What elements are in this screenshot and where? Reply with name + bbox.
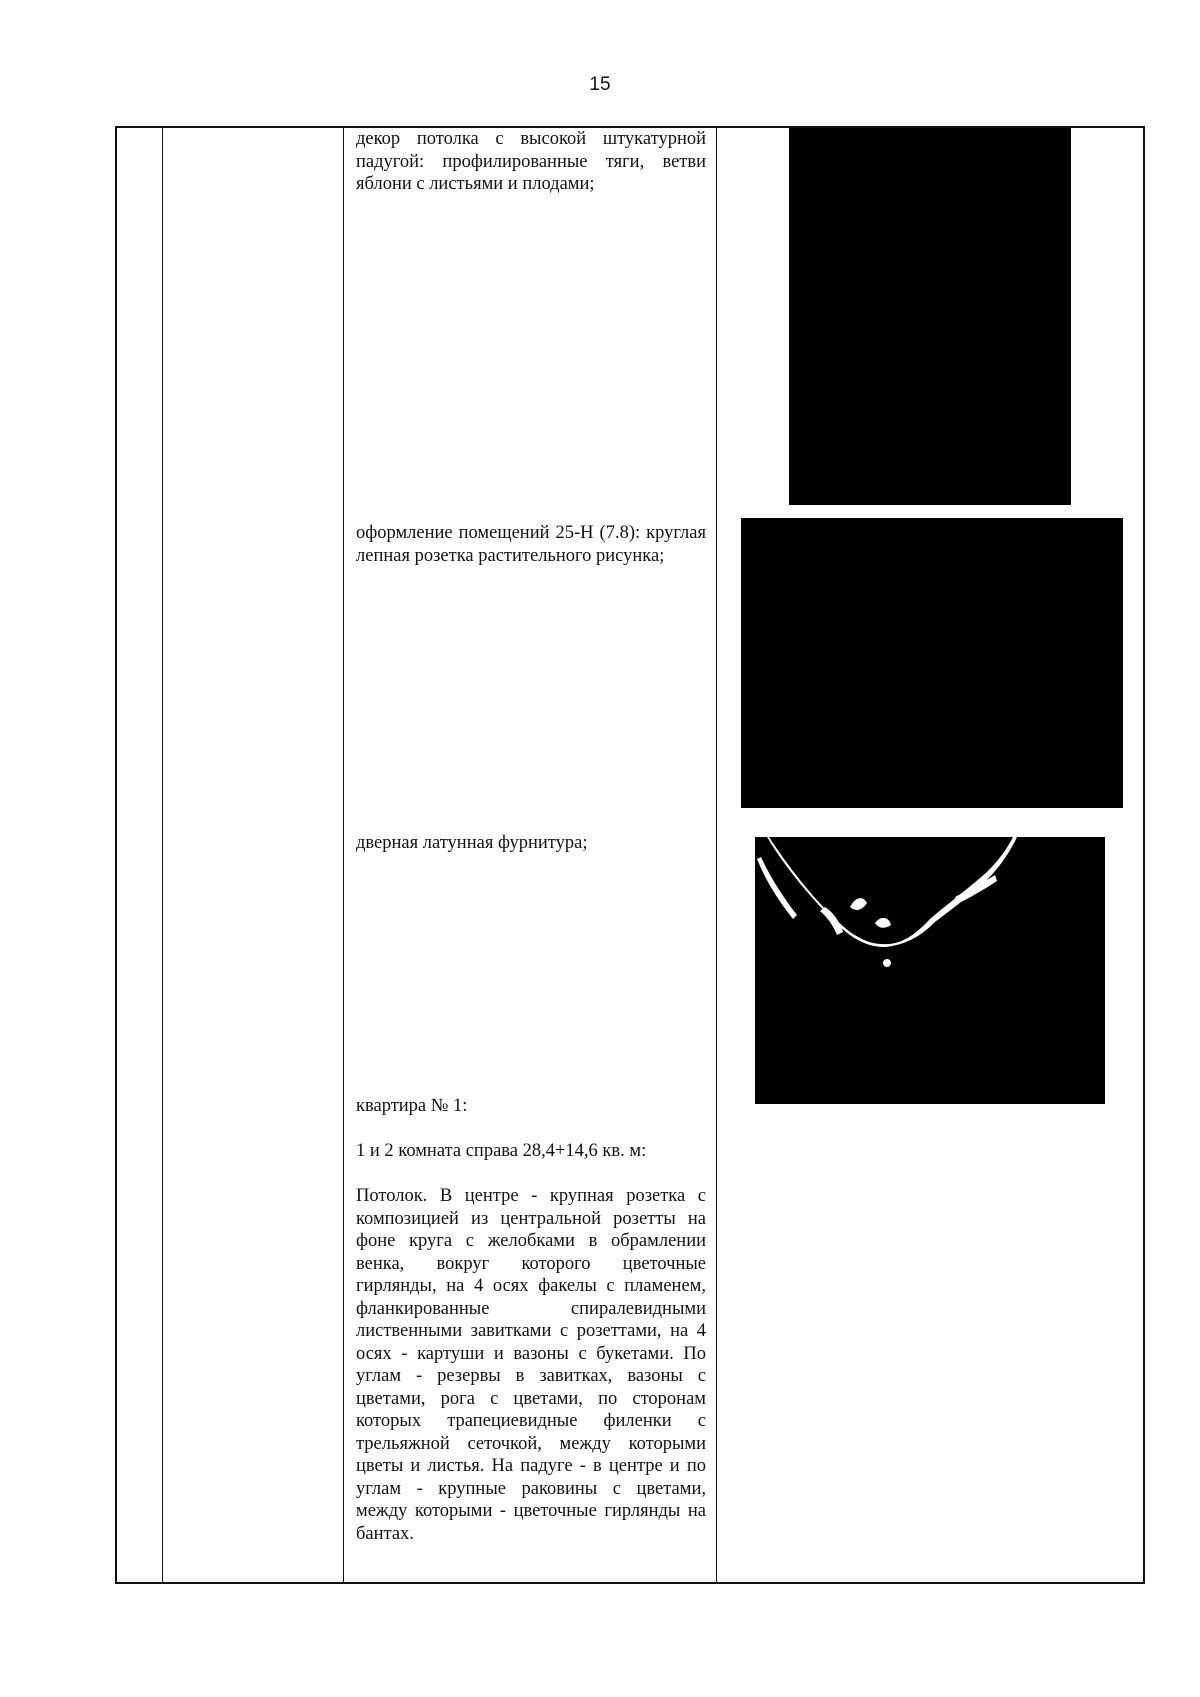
table-col-photos xyxy=(717,128,1143,1582)
description-rooms: 1 и 2 комната справа 28,4+14,6 кв. м: xyxy=(356,1141,647,1161)
ceiling-rosette-photo xyxy=(741,518,1123,808)
table-col-number xyxy=(117,128,163,1582)
description-door-hardware: дверная латунная фурнитура; xyxy=(356,833,588,853)
door-hardware-photo xyxy=(755,837,1105,1104)
door-hardware-image xyxy=(755,837,1105,1104)
description-ceiling-full: Потолок. В центре - крупная розетка с композицией из центральной розетты на фоне круга с желобками в обрамлении венка, вокруг которого цветочные гирлянды, на 4 осях факелы с пламенем, фланкированные спиралевидными лиственными завитками с розеттами, на 4 осях - картуши и вазоны с букетами. По углам - резервы в завитках, вазоны с цветами, рога с цветами, по сторонам которых трапециевидные филенки с трельяжной сеточкой, между которыми цветы и листья. На падуге - в центре и по углам - крупные раковины с цветами, между которыми - цветочные гирлянды на бантах. xyxy=(356,1186,706,1544)
description-rosette: оформление помещений 25-Н (7.8): круглая лепная розетка растительного рисунка; xyxy=(356,523,706,566)
description-apartment: квартира № 1: xyxy=(356,1096,468,1116)
table-col-object xyxy=(163,128,344,1582)
ceiling-decor-photo xyxy=(789,128,1071,505)
page-number: 15 xyxy=(589,74,611,95)
table-col-description xyxy=(344,128,717,1582)
description-ceiling-decor: декор потолка с высокой штукатурной падугой: профилированные тяги, ветви яблони с листьями и плодами; xyxy=(356,129,706,194)
heritage-table xyxy=(115,126,1145,1584)
